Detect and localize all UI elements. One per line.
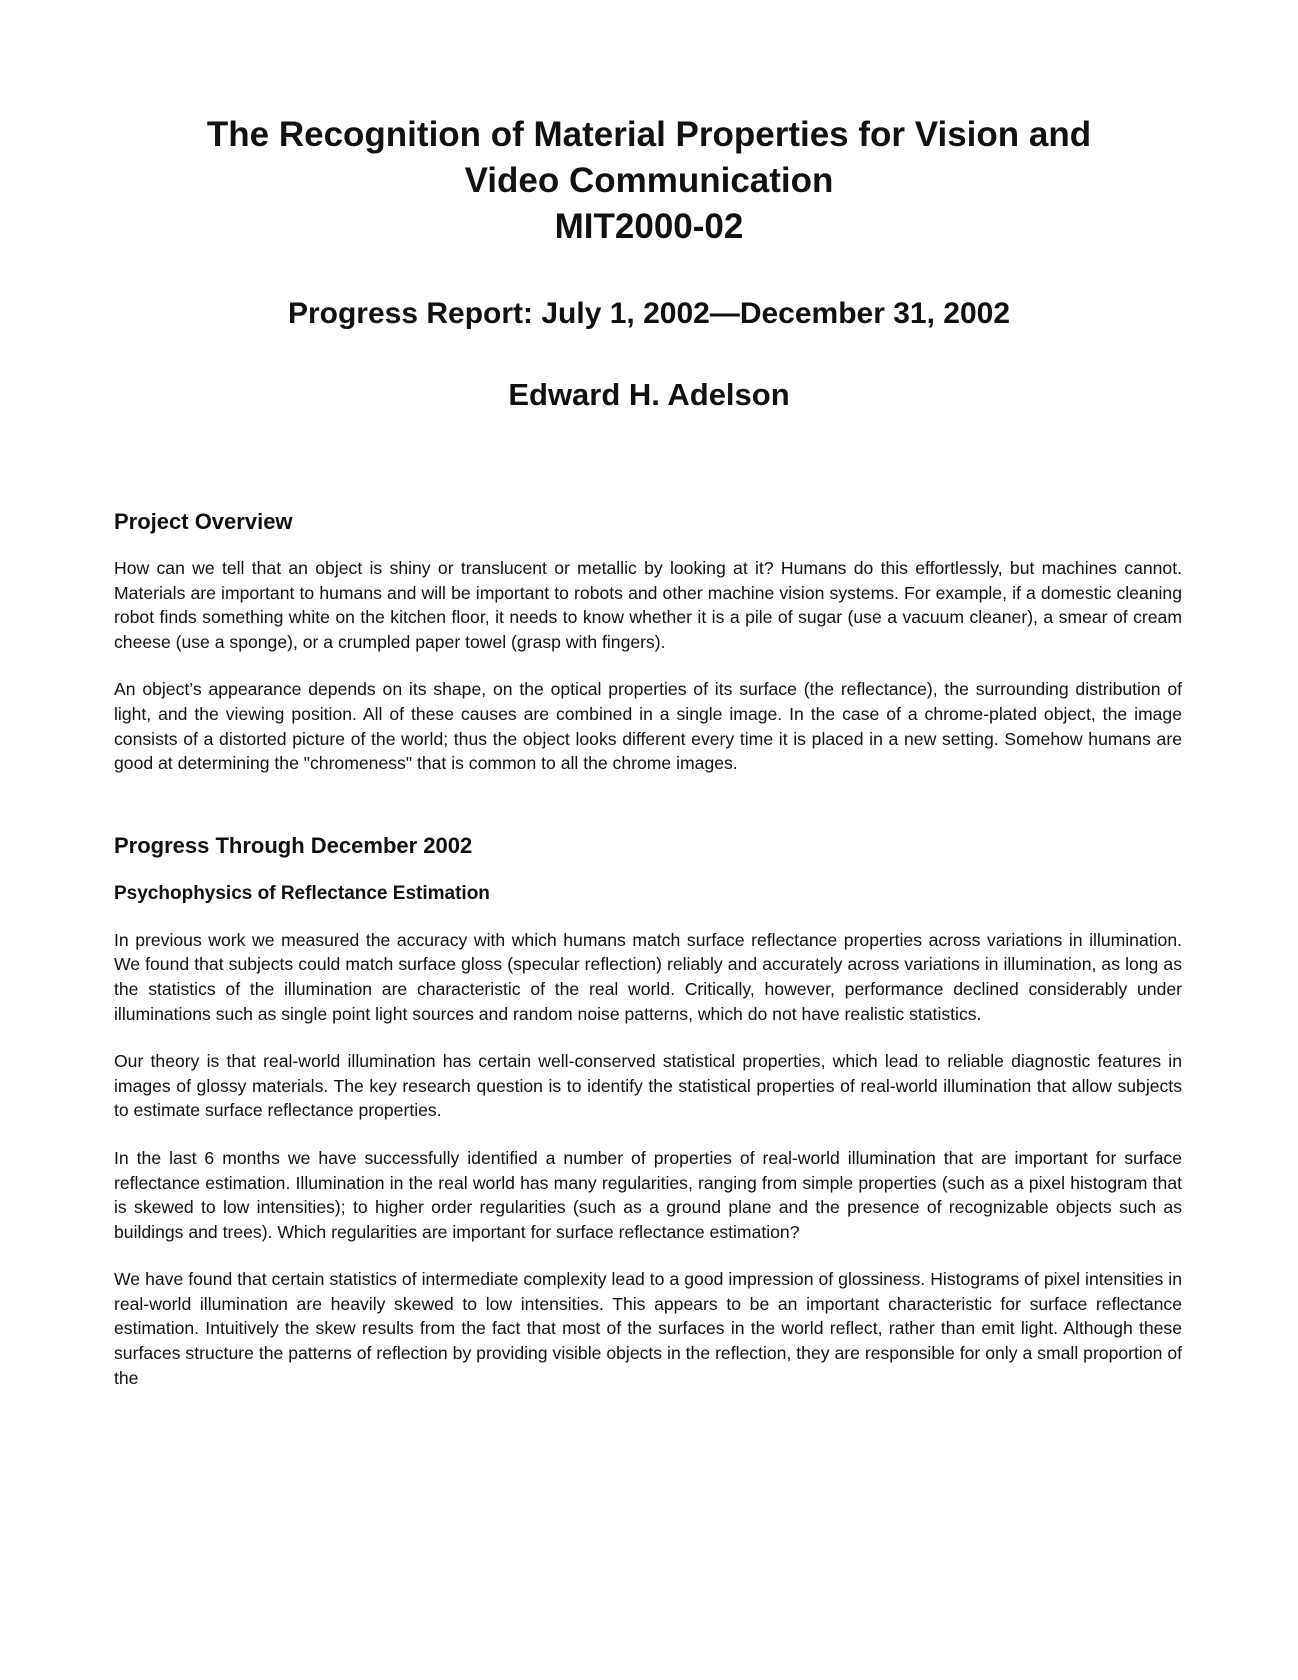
progress-paragraph-4: We have found that certain statistics of intermediate complexity lead to a good impression of glossiness. Histograms of pixel intensities in real-world illumination are heavily skewed to low intensities. This appears to be an important characteristic for surface reflectance estimation. Intuitively the skew results from the fact that most of the surfaces in the world reflect, rather than emit light. Although these surfaces structure the patterns of reflection by providing visible objects in the reflection, they are responsible for only a small proportion of the bbox=[114, 1269, 1182, 1388]
subsection-heading-psychophysics: Psychophysics of Reflectance Estimation bbox=[114, 882, 490, 904]
progress-paragraph-1: In previous work we measured the accuracy with which humans match surface reflectance properties across variations in illumination. We found that subjects could match surface gloss (specular reflection) reliably and accurately across variations in illumination, as long as the statistics of the illumination are characteristic of the real world. Critically, however, performance declined considerably under illuminations such as single point light sources and random noise patterns, which do not have realistic statistics. bbox=[114, 929, 1182, 1024]
author-name: Edward H. Adelson bbox=[508, 377, 790, 412]
document-title-line-2: Video Communication bbox=[464, 161, 834, 200]
title-block bbox=[100, 112, 1198, 250]
report-period: Progress Report: July 1, 2002—December 31, 2002 bbox=[287, 297, 1011, 330]
document-body bbox=[114, 508, 1182, 1390]
progress-paragraph-2: Our theory is that real-world illumination has certain well-conserved statistical properties, which lead to reliable diagnostic features in images of glossy materials. The key research question is to identify the statistical properties of real-world illumination that allow subjects to estimate surface reflectance properties. bbox=[114, 1051, 1182, 1121]
section-heading-progress: Progress Through December 2002 bbox=[114, 832, 473, 858]
document-id: MIT2000-02 bbox=[554, 207, 744, 246]
section-heading-overview: Project Overview bbox=[114, 509, 293, 534]
overview-paragraph-2: An object’s appearance depends on its shape, on the optical properties of its surface (the reflectance), the surrounding distribution of light, and the viewing position. All of these causes are combined in a single image. In the case of a chrome-plated object, the image consists of a distorted picture of the world; thus the object looks different every time it is placed in a new setting. Somehow humans are good at determining the "chromeness" that is common to all the chrome images. bbox=[114, 679, 1182, 774]
progress-paragraph-3: In the last 6 months we have successfully identified a number of properties of real-world illumination that are important for surface reflectance estimation. Illumination in the real world has many regularities, ranging from simple properties (such as a pixel histogram that is skewed to low intensities); to higher order regularities (such as a ground plane and the presence of recognizable objects such as buildings and trees). Which regularities are important for surface reflectance estimation? bbox=[114, 1147, 1182, 1242]
overview-paragraph-1: How can we tell that an object is shiny or translucent or metallic by looking at it? Humans do this effortlessly, but machines cannot. Materials are important to humans and will be important to robots and other machine vision systems. For example, if a domestic cleaning robot finds something white on the kitchen floor, it needs to know whether it is a pile of sugar (use a vacuum cleaner), a smear of cream cheese (use a sponge), or a crumpled paper towel (grasp with fingers). bbox=[114, 558, 1182, 652]
document-title-line-1: The Recognition of Material Properties for Vision and bbox=[206, 115, 1092, 154]
